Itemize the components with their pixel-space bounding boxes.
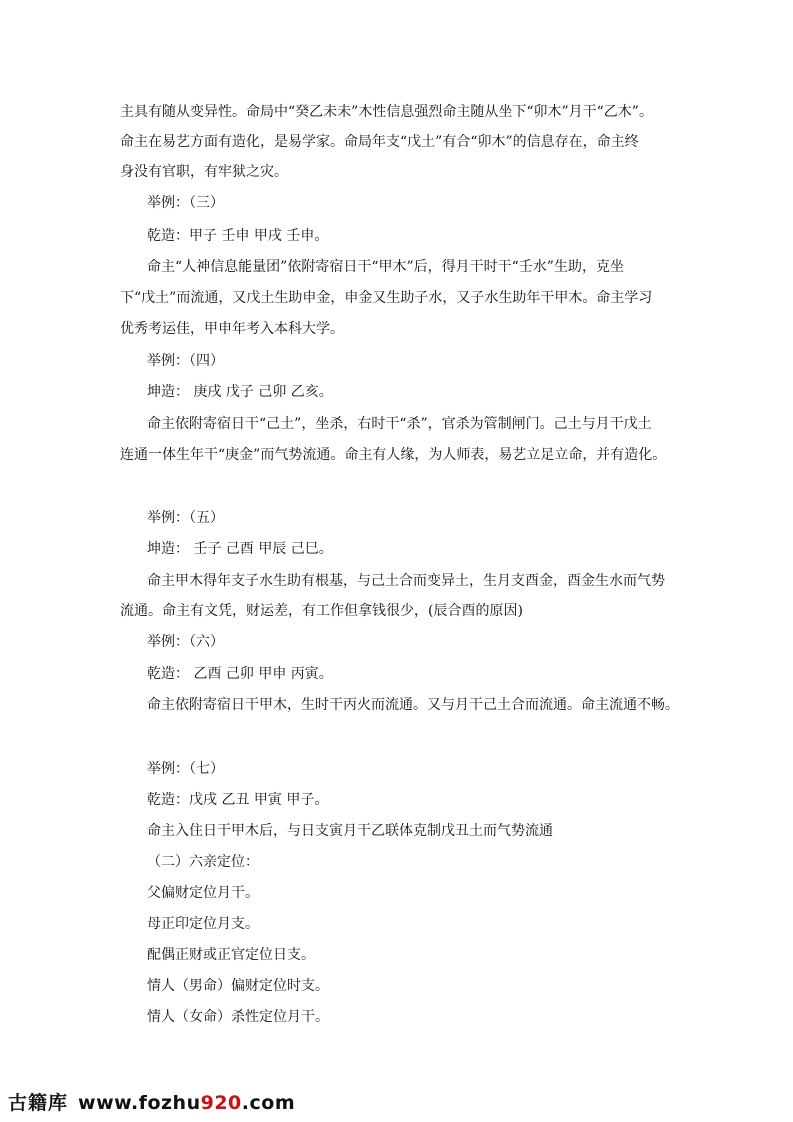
paragraph-line: 下“戊土”而流通，又戊土生助申金，申金又生助子水，又子水生助年干甲木。命主学习	[120, 290, 653, 306]
paragraph-line: 命主依附寄宿日干甲木，生时干丙火而流通。又与月干己土合而流通。命主流通不畅。	[147, 697, 679, 713]
footer-watermark	[8, 1088, 295, 1116]
url-suffix: .com	[241, 1092, 296, 1114]
paragraph-line: 命主依附寄宿日干“己土”，坐杀，右时干“杀”，官杀为管制闸门。己土与月干戊土	[147, 416, 652, 432]
url-prefix: www.fozhu	[78, 1092, 201, 1114]
chart-line: 乾造： 乙酉 己卯 甲申 丙寅。	[147, 666, 333, 682]
chart-line: 坤造： 壬子 己酉 甲辰 己巳。	[147, 541, 333, 557]
site-name: 古籍库	[8, 1092, 69, 1114]
example-heading: 举例：（三）	[147, 195, 224, 211]
paragraph-line: 命主甲木得年支子水生助有根基，与己土合而变异土，生月支酉金，酉金生水而气势	[147, 573, 665, 589]
chart-line: 坤造： 庚戌 戊子 己卯 乙亥。	[147, 384, 333, 400]
site-url	[78, 1092, 295, 1114]
list-item: 母正印定位月支。	[147, 916, 259, 932]
url-accent: 920	[200, 1092, 242, 1114]
section-heading: （二）六亲定位：	[147, 854, 259, 870]
paragraph-line: 命主入住日干甲木后，与日支寅月干乙联体克制戊丑土而气势流通	[147, 823, 553, 839]
paragraph-line: 命主“人神信息能量团”依附寄宿日干“甲木”后，得月干时干“壬水”生助，克坐	[147, 259, 624, 275]
paragraph-line: 身没有官职，有牢狱之灾。	[120, 164, 288, 180]
chart-line: 乾造：戊戌 乙丑 甲寅 甲子。	[147, 792, 329, 808]
example-heading: 举例：（七）	[147, 761, 224, 777]
paragraph-line: 连通一体生年干“庚金”而气势流通。命主有人缘，为人师表，易艺立足立命，并有造化。	[120, 447, 667, 463]
example-heading: 举例：（四）	[147, 353, 224, 369]
paragraph-line: 流通。命主有文凭，财运差，有工作但拿钱很少，(辰合酉的原因)	[120, 603, 523, 619]
paragraph-line: 命主在易艺方面有造化，是易学家。命局年支“戊土”有合“卯木”的信息存在，命主终	[120, 134, 639, 150]
list-item: 配偶正财或正官定位日支。	[147, 947, 315, 963]
chart-line: 乾造：甲子 壬申 甲戌 壬申。	[147, 228, 329, 244]
list-item: 情人（男命）偏财定位时支。	[147, 978, 329, 994]
list-item: 情人（女命）杀性定位月干。	[147, 1009, 329, 1025]
paragraph-line: 主具有随从变异性。命局中“癸乙未未”木性信息强烈命主随从坐下“卯木”月干“乙木”。	[120, 104, 653, 120]
list-item: 父偏财定位月干。	[147, 885, 259, 901]
example-heading: 举例：（六）	[147, 634, 224, 650]
paragraph-line: 优秀考运佳，甲申年考入本科大学。	[120, 321, 344, 337]
example-heading: 举例：（五）	[147, 510, 224, 526]
